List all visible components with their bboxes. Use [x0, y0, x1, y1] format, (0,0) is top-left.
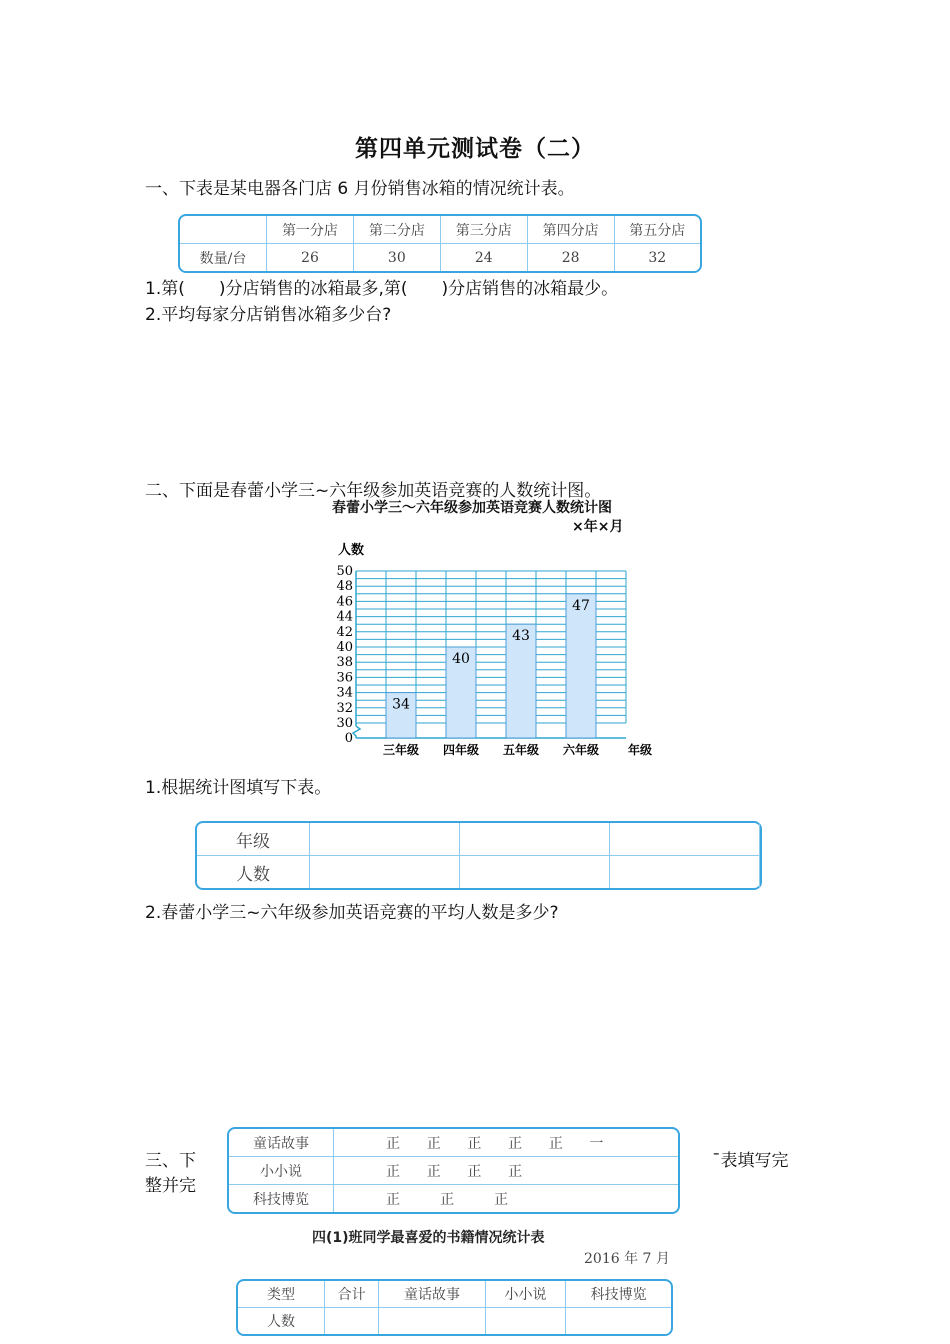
tally-mark: 正: [467, 1135, 482, 1152]
page-title: 第四单元测试卷（二）: [355, 135, 595, 162]
tally-label: 小小说: [229, 1157, 334, 1185]
section2-heading: 二、下面是春蕾小学三~六年级参加英语竞赛的人数统计图。: [145, 481, 602, 501]
blank-cell[interactable]: [610, 856, 760, 888]
table-row-label: 人数: [197, 856, 310, 888]
blank-cell[interactable]: [610, 823, 760, 856]
book-stats-table: [236, 1279, 673, 1336]
question-2-1: 1.根据统计图填写下表。: [145, 778, 332, 798]
tally-marks: [334, 1157, 678, 1185]
y-tick-label: 40: [336, 640, 353, 655]
table-row: [180, 244, 700, 271]
data-label: 34: [392, 696, 410, 713]
data-label: 40: [452, 651, 470, 667]
x-tick-label: 三年级: [382, 743, 420, 757]
section3-heading-left-2: 整并完: [145, 1176, 196, 1196]
data-label: 43: [512, 628, 530, 645]
y-tick-label: 36: [336, 670, 353, 686]
table-row: [238, 1281, 671, 1308]
blank-cell[interactable]: [460, 823, 610, 856]
table-header-cell: 类型: [238, 1281, 325, 1308]
question-1-2: 2.平均每家分店销售冰箱多少台?: [145, 305, 392, 325]
blank-cell[interactable]: [566, 1308, 671, 1334]
tally-label: 童话故事: [229, 1129, 334, 1157]
tally-mark: 正: [508, 1163, 523, 1180]
x-tick-label: 六年级: [562, 743, 600, 757]
tally-marks: [334, 1129, 678, 1157]
tally-mark: 正: [548, 1135, 563, 1152]
data-label: 47: [572, 597, 590, 614]
section3-heading-right: ¯表填写完: [712, 1151, 789, 1171]
sales-table: [178, 214, 702, 273]
tally-mark: 正: [440, 1191, 455, 1208]
tally-mark: 正: [386, 1163, 400, 1180]
table-row-label: 数量/台: [180, 244, 267, 271]
tally-mark: 正: [426, 1135, 441, 1152]
table-cell: 24: [441, 244, 528, 271]
y-tick-label: 34: [336, 685, 353, 701]
question-2-2: 2.春蕾小学三~六年级参加英语竞赛的平均人数是多少?: [145, 903, 559, 923]
table-row: [229, 1185, 678, 1212]
y-tick-label: 42: [336, 624, 353, 640]
tally-label: 科技博览: [229, 1185, 334, 1212]
blank-cell[interactable]: [310, 856, 460, 888]
chart-subtitle: ×年×月: [572, 519, 624, 535]
table-header-cell: 第五分店: [615, 216, 700, 244]
blank-cell[interactable]: [310, 823, 460, 856]
x-axis-label: 年级: [627, 743, 653, 757]
table-header-cell: 第三分店: [441, 216, 528, 244]
question-1-1: 1.第( )分店销售的冰箱最多,第( )分店销售的冰箱最少。: [145, 279, 619, 299]
table-header-cell: 第二分店: [354, 216, 441, 244]
table-row: [180, 216, 700, 244]
blank-cell[interactable]: [486, 1308, 566, 1334]
y-axis-label: 人数: [338, 543, 365, 558]
x-tick-label: 五年级: [502, 743, 540, 757]
y-tick-label: 0: [344, 731, 353, 746]
table-row-label: 人数: [238, 1308, 325, 1334]
table-header-cell: 第一分店: [267, 216, 354, 244]
table-header-cell: 科技博览: [566, 1281, 671, 1308]
x-tick-label: 四年级: [442, 743, 480, 757]
table-cell: 26: [267, 244, 354, 271]
y-tick-label: 44: [336, 609, 353, 625]
axis-break-mark: [353, 726, 360, 738]
blank-cell[interactable]: [379, 1308, 486, 1334]
tally-mark: 正: [508, 1135, 523, 1152]
table-cell: 32: [648, 249, 667, 266]
section1-heading: 一、下表是某电器各门店 6 月份销售冰箱的情况统计表。: [145, 179, 575, 199]
table-row: [197, 823, 760, 856]
tally-marks: [334, 1185, 678, 1212]
y-tick-label: 48: [336, 579, 353, 595]
y-tick-label: 38: [336, 655, 353, 671]
book-table-title: 四(1)班同学最喜爱的书籍情况统计表: [312, 1230, 545, 1246]
y-tick-label: 32: [336, 700, 353, 716]
y-tick-label: 46: [336, 594, 353, 610]
tally-mark: 正: [467, 1163, 482, 1180]
table-header-cell: 合计: [325, 1281, 379, 1308]
table-row: [229, 1129, 678, 1157]
tally-mark: 正: [494, 1191, 509, 1208]
bar-chart: [320, 535, 665, 760]
table-header-cell: 童话故事: [379, 1281, 486, 1308]
book-table-date: 2016 年 7 月: [584, 1251, 670, 1267]
tally-mark: 一: [589, 1135, 604, 1152]
table-cell: [180, 216, 267, 244]
table-cell: 28: [528, 244, 615, 271]
table-cell: 30: [354, 244, 441, 271]
y-tick-label: 30: [336, 716, 353, 731]
table-header-cell: 小小说: [486, 1281, 566, 1308]
tally-mark: 正: [386, 1135, 400, 1152]
section3-heading-left-1: 三、下: [145, 1151, 196, 1171]
grade-fill-table: [195, 821, 762, 890]
table-row-label: 年级: [197, 823, 310, 856]
table-row: [238, 1308, 671, 1334]
blank-cell[interactable]: [325, 1308, 379, 1334]
table-row: [197, 856, 760, 888]
y-tick-label: 50: [336, 564, 353, 579]
table-header-cell: 第四分店: [528, 216, 615, 244]
bar: [566, 594, 596, 738]
blank-cell[interactable]: [460, 856, 610, 888]
tally-table: [227, 1127, 680, 1214]
tally-mark: 正: [426, 1163, 441, 1180]
table-row: [229, 1157, 678, 1185]
chart-title: 春蕾小学三～六年级参加英语竞赛人数统计图: [332, 500, 612, 516]
tally-mark: 正: [386, 1191, 400, 1208]
